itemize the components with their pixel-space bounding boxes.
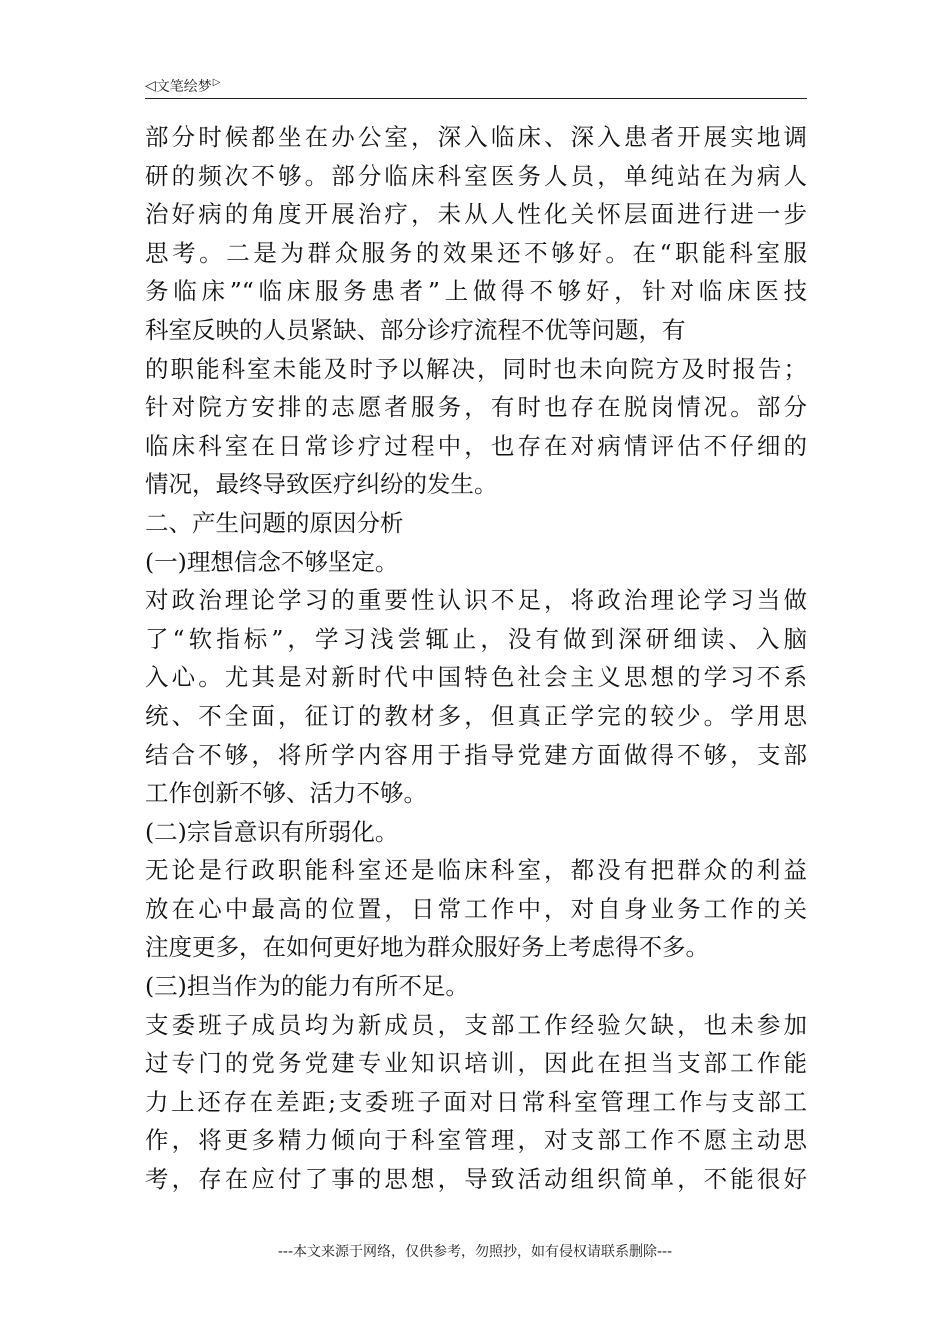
- text-line: 支委班子成员均为新成员，支部工作经验欠缺，也未参加: [145, 1010, 807, 1039]
- text-line: 临床科室在日常诊疗过程中，也存在对病情评估不仔细的: [145, 431, 807, 460]
- text-line: 注度更多，在如何更好地为群众服好务上考虑得不多。: [145, 933, 709, 962]
- text-line: (一)理想信念不够坚定。: [145, 547, 399, 576]
- text-line: 情况，最终导致医疗纠纷的发生。: [145, 470, 498, 499]
- left-triangle-icon: ◁: [145, 78, 156, 94]
- text-line: 了“软指标”，学习浅尝辄止，没有做到深研细读、入脑: [145, 624, 807, 653]
- text-line: 考，存在应付了事的思想，导致活动组织简单，不能很好: [145, 1165, 807, 1194]
- right-triangle-icon: ▷: [212, 77, 221, 88]
- text-line: (三)担当作为的能力有所不足。: [145, 972, 469, 1001]
- text-line: 统、不全面，征订的教材多，但真正学完的较少。学用思: [145, 701, 807, 730]
- text-line: 无论是行政职能科室还是临床科室，都没有把群众的利益: [145, 856, 807, 885]
- text-line: (二)宗旨意识有所弱化。: [145, 817, 399, 846]
- text-line: 科室反映的人员紧缺、部分诊疗流程不优等问题，有: [145, 315, 686, 344]
- text-line: 过专门的党务党建专业知识培训，因此在担当支部工作能: [145, 1049, 807, 1078]
- page-header: [145, 74, 807, 99]
- text-line: 针对院方安排的志愿者服务，有时也存在脱岗情况。部分: [145, 393, 807, 422]
- header-title: 文笔绘梦: [155, 79, 212, 95]
- text-line: 的职能科室未能及时予以解决，同时也未向院方及时报告；: [145, 354, 807, 383]
- text-line: 对政治理论学习的重要性认识不足，将政治理论学习当做: [145, 586, 807, 615]
- text-line: 力上还存在差距;支委班子面对日常科室管理工作与支部工: [145, 1087, 807, 1116]
- page-footer: ---本文来源于网络，仅供参考，勿照抄，如有侵权请联系删除---: [277, 1244, 673, 1260]
- text-line: 工作创新不够、活力不够。: [145, 779, 427, 808]
- text-line: 研的频次不够。部分临床科室医务人员，单纯站在为病人: [145, 161, 807, 190]
- text-line: 作，将更多精力倾向于科室管理，对支部工作不愿主动思: [145, 1126, 807, 1155]
- text-line: 放在心中最高的位置，日常工作中，对自身业务工作的关: [145, 894, 807, 923]
- text-line: 务临床”“临床服务患者”上做得不够好，针对临床医技: [145, 277, 807, 306]
- text-line: 治好病的角度开展治疗，未从人性化关怀层面进行进一步: [145, 200, 807, 229]
- text-line: 入心。尤其是对新时代中国特色社会主义思想的学习不系: [145, 663, 807, 692]
- text-line: 思考。二是为群众服务的效果还不够好。在“职能科室服: [145, 238, 807, 267]
- document-body: [145, 118, 807, 1199]
- text-line: 部分时候都坐在办公室，深入临床、深入患者开展实地调: [145, 123, 807, 151]
- text-line: 结合不够，将所学内容用于指导党建方面做得不够，支部: [145, 740, 807, 769]
- text-line: 二、产生问题的原因分析: [145, 508, 404, 537]
